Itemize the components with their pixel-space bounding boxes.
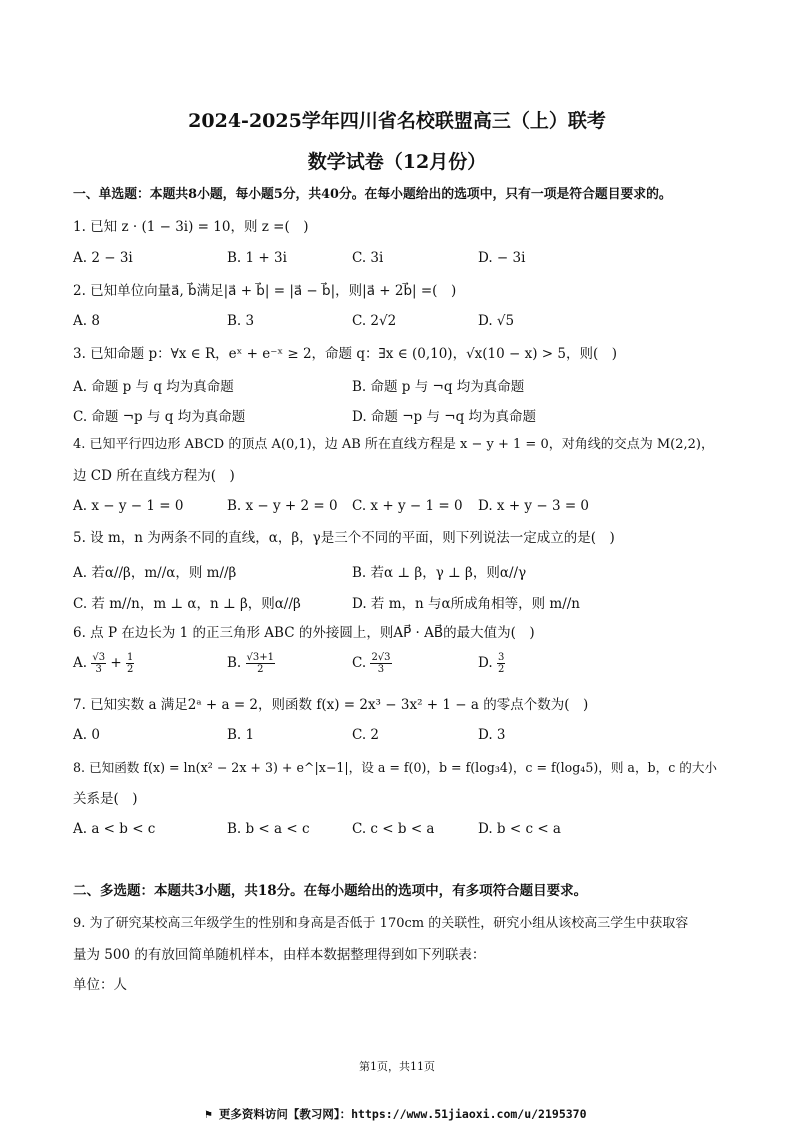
question-2-option-b: B. 3: [227, 313, 255, 329]
question-1-option-a: A. 2 − 3i: [73, 250, 133, 266]
section-heading-single-choice: 一、单选题：本题共8小题，每小题5分，共40分。在每小题给出的选项中，只有一项是符合题目要求的。: [73, 187, 672, 202]
question-2-option-a: A. 8: [73, 313, 100, 329]
question-8-stem: 8. 已知函数 f(x) = ln(x² − 2x + 3) + e^|x−1|，设 a = f(0)，b = f(log₃4)，c = f(log₄5)，则 a，b，c 的大小: [73, 760, 718, 775]
question-5-stem: 5. 设 m，n 为两条不同的直线，α，β，γ是三个不同的平面，则下列说法一定成立的是( ): [73, 530, 615, 546]
question-2-option-d: D. √5: [478, 313, 515, 329]
question-1-stem: 1. 已知 z · (1 − 3i) = 10，则 z =( ): [73, 219, 309, 235]
fraction: $\frac{1}{2}$: [126, 652, 134, 675]
page-title: 2024-2025学年四川省名校联盟高三（上）联考: [188, 110, 606, 132]
unit-label: 单位：人: [73, 977, 127, 993]
question-9-line-1: 9. 为了研究某校高三年级学生的性别和身高是否低于 170cm 的关联性，研究小组从该校高三学生中获取容: [73, 916, 689, 931]
option-d-label: D.: [478, 655, 493, 671]
flag-icon: ⚑: [205, 1107, 212, 1121]
question-7-option-c: C. 2: [352, 727, 380, 743]
question-2-stem: 2. 已知单位向量a⃗, b⃗满足|a⃗ + b⃗| = |a⃗ − b⃗|，则|a⃗ + 2b⃗| =( ): [73, 283, 457, 299]
question-6-option-d: [478, 652, 505, 675]
question-3-stem: 3. 已知命题 p：∀x ∈ R，eˣ + e⁻ˣ ≥ 2，命题 q：∃x ∈ (0,10)，√x(10 − x) > 5，则( ): [73, 346, 618, 362]
question-5-option-c: C. 若 m//n，m ⊥ α，n ⊥ β，则α//β: [73, 596, 301, 612]
question-1-option-c: C. 3i: [352, 250, 384, 266]
question-3-option-b: B. 命题 p 与 ¬q 均为真命题: [352, 379, 525, 395]
page-number: 第1页，共11页: [359, 1060, 435, 1073]
question-6-stem: 6. 点 P 在边长为 1 的正三角形 ABC 的外接圆上，则AP⃗ · AB⃗的最大值为( ): [73, 625, 535, 641]
question-8-option-d: D. b < c < a: [478, 821, 561, 837]
question-5-option-a: A. 若α//β，m//α，则 m//β: [73, 565, 237, 581]
section-heading-multiple-choice: 二、多选题：本题共3小题，共18分。在每小题给出的选项中，有多项符合题目要求。: [73, 883, 588, 899]
question-4-stem: 4. 已知平行四边形 ABCD 的顶点 A(0,1)，边 AB 所在直线方程是 x − y + 1 = 0，对角线的交点为 M(2,2)，: [73, 437, 714, 452]
fraction: $\frac{3}{2}$: [497, 652, 505, 675]
question-1-option-d: D. − 3i: [478, 250, 526, 266]
question-8-option-a: A. a < b < c: [73, 821, 156, 837]
question-6-option-a: [73, 652, 134, 675]
question-3-option-d: D. 命题 ¬p 与 ¬q 均为真命题: [352, 409, 536, 425]
question-5-option-b: B. 若α ⊥ β，γ ⊥ β，则α//γ: [352, 565, 527, 581]
question-8-stem-continued: 关系是( ): [73, 791, 138, 807]
promo-link[interactable]: [205, 1106, 587, 1122]
question-8-option-b: B. b < a < c: [227, 821, 310, 837]
question-4-option-b: B. x − y + 2 = 0: [227, 498, 338, 514]
fraction: $\frac{2√3}{3}$: [371, 652, 391, 675]
question-4-stem-continued: 边 CD 所在直线方程为( ): [73, 468, 235, 484]
plus-sign: +: [110, 655, 122, 671]
question-6-option-b: [227, 652, 275, 675]
question-4-option-c: C. x + y − 1 = 0: [352, 498, 463, 514]
page-subtitle: 数学试卷（12月份）: [307, 151, 487, 173]
question-7-option-b: B. 1: [227, 727, 255, 743]
option-b-label: B.: [227, 655, 242, 671]
fraction: $\frac{√3}{3}$: [92, 652, 106, 675]
option-c-label: C.: [352, 655, 367, 671]
option-a-label: A.: [73, 655, 88, 671]
promo-text: 更多资料访问【教习网】：https://www.51jiaoxi.com/u/2195370: [218, 1107, 587, 1121]
question-9-line-2: 量为 500 的有放回简单随机样本，由样本数据整理得到如下列联表：: [73, 947, 486, 963]
question-7-stem: 7. 已知实数 a 满足2ᵃ + a = 2，则函数 f(x) = 2x³ − 3x² + 1 − a 的零点个数为( ): [73, 697, 589, 713]
question-1-option-b: B. 1 + 3i: [227, 250, 287, 266]
question-5-option-d: D. 若 m，n 与α所成角相等，则 m//n: [352, 596, 581, 612]
question-7-option-a: A. 0: [73, 727, 100, 743]
fraction: $\frac{√3+1}{2}$: [246, 652, 274, 675]
question-6-option-c: [352, 652, 392, 675]
question-3-option-a: A. 命题 p 与 q 均为真命题: [73, 379, 234, 395]
question-2-option-c: C. 2√2: [352, 313, 397, 329]
question-7-option-d: D. 3: [478, 727, 506, 743]
question-4-option-a: A. x − y − 1 = 0: [73, 498, 184, 514]
question-4-option-d: D. x + y − 3 = 0: [478, 498, 590, 514]
question-3-option-c: C. 命题 ¬p 与 q 均为真命题: [73, 409, 246, 425]
question-8-option-c: C. c < b < a: [352, 821, 435, 837]
